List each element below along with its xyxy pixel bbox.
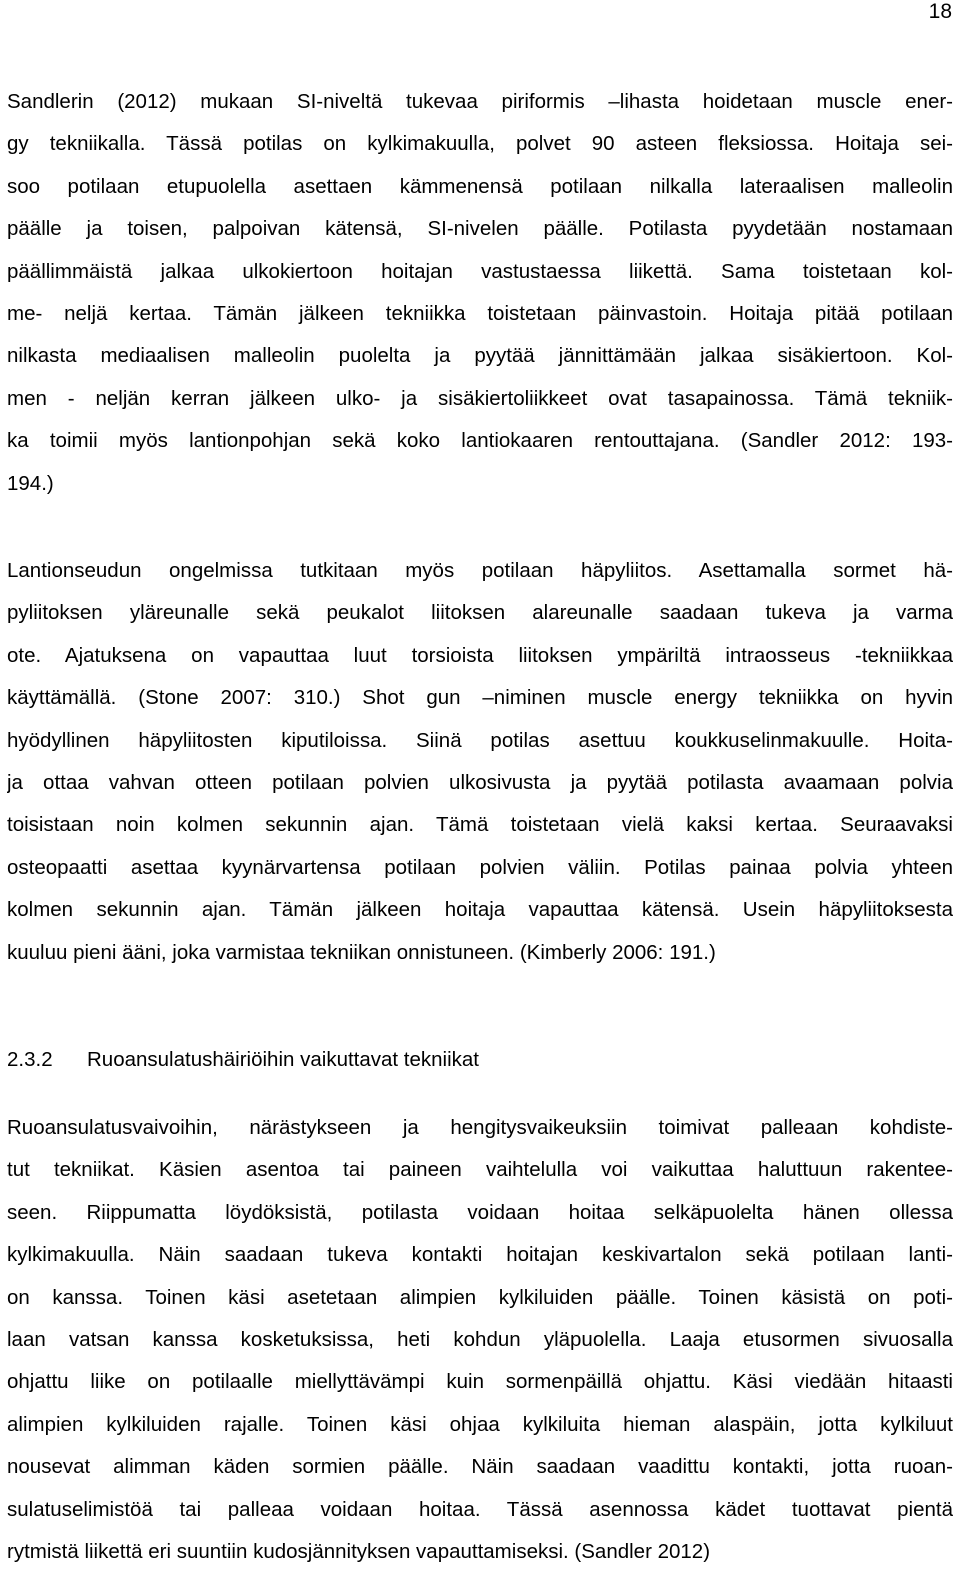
paragraph-piriformis xyxy=(7,81,953,505)
text-line: Lantionseudun ongelmissa tutkitaan myös potilaan häpyliitos. Asettamalla sormet hä- xyxy=(7,559,953,582)
text-line: ohjattu liike on potilaalle miellyttävämpi kuin sormenpäillä ohjattu. Käsi viedään hitaasti xyxy=(7,1370,953,1394)
text-line: rytmistä liikettä eri suuntiin kudosjännityksen vapauttamiseksi. (Sandler 2012) xyxy=(7,1540,711,1564)
text-line: 194.) xyxy=(7,471,54,495)
text-line: kuuluu pieni ääni, joka varmistaa tekniikan onnistuneen. (Kimberly 2006: 191.) xyxy=(7,940,716,964)
text-line: päälle ja toisen, palpoivan kätensä, SI-nivelen päälle. Potilasta pyydetään nostamaan xyxy=(7,217,953,241)
text-line: osteopaatti asettaa kyynärvartensa potilaan polvien väliin. Potilas painaa polvia yhteen xyxy=(7,855,953,879)
text-line: laan vatsan kanssa kosketuksissa, heti kohdun yläpuolella. Laaja etusormen sivuosalla xyxy=(7,1328,953,1352)
text-line: tut tekniikat. Käsien asentoa tai paineen vaihtelulla voi vaikuttaa haluttuun rakentee- xyxy=(7,1158,953,1182)
text-line: käyttämällä. (Stone 2007: 310.) Shot gun –niminen muscle energy tekniikka on hyvin xyxy=(7,686,953,710)
section-title: Ruoansulatushäiriöihin vaikuttavat tekniikat xyxy=(87,1048,480,1071)
text-line: nilkasta mediaalisen malleolin puolelta ja pyytää jännittämään jalkaa sisäkiertoon. Kol- xyxy=(7,344,953,368)
text-line: men - neljän kerran jälkeen ulko- ja sisäkiertoliikkeet ovat tasapainossa. Tämä tekniik- xyxy=(7,386,953,410)
text-line: me- neljä kertaa. Tämän jälkeen tekniikka toistetaan päinvastoin. Hoitaja pitää potilaan xyxy=(7,302,953,326)
page-number: 18 xyxy=(928,0,952,23)
text-line: päällimmäistä jalkaa ulkokiertoon hoitajan vastustaessa liikettä. Sama toistetaan kol- xyxy=(7,259,953,283)
text-line: toisistaan noin kolmen sekunnin ajan. Tämä toistetaan vielä kaksi kertaa. Seuraavaksi xyxy=(7,813,953,837)
section-number: 2.3.2 xyxy=(7,1048,53,1071)
section-heading xyxy=(7,1039,479,1081)
text-line: seen. Riippumatta löydöksistä, potilasta voidaan hoitaa selkäpuolelta hänen ollessa xyxy=(7,1200,953,1224)
text-line: hyödyllinen häpyliitosten kiputiloissa. Siinä potilas asettuu koukkuselinmakuulle. Hoita- xyxy=(7,728,953,752)
text-line: soo potilaan etupuolella asettaen kämmenensä potilaan nilkalla lateraalisen malleolin xyxy=(7,174,953,198)
text-line: Sandlerin (2012) mukaan SI-niveltä tukevaa piriformis –lihasta hoidetaan muscle ener- xyxy=(7,90,953,113)
text-line: sulatuselimistöä tai palleaa voidaan hoitaa. Tässä asennossa kädet tuottavat pientä xyxy=(7,1497,953,1521)
text-line: alimpien kylkiluiden rajalle. Toinen käsi ohjaa kylkiluita hieman alaspäin, jotta kylkiluut xyxy=(7,1412,953,1436)
text-line: ote. Ajatuksena on vapauttaa luut torsioista liitoksen ympäriltä intraosseus -tekniikkaa xyxy=(7,643,953,667)
text-line: ja ottaa vahvan otteen potilaan polvien ulkosivusta ja pyytää potilasta avaamaan polvia xyxy=(7,771,953,795)
text-line: nousevat alimman käden sormien päälle. Näin saadaan vaadittu kontakti, jotta ruoan- xyxy=(7,1455,953,1479)
text-line: gy tekniikalla. Tässä potilas on kylkimakuulla, polvet 90 asteen fleksiossa. Hoitaja sei- xyxy=(7,132,953,156)
paragraph-pubic-symphysis xyxy=(7,550,953,974)
text-line: ka toimii myös lantionpohjan sekä koko lantiokaaren rentouttajana. (Sandler 2012: 193- xyxy=(7,429,953,453)
paragraph-digestive-techniques xyxy=(7,1107,953,1573)
text-line: on kanssa. Toinen käsi asetetaan alimpien kylkiluiden päälle. Toinen käsistä on poti- xyxy=(7,1285,953,1309)
text-line: Ruoansulatusvaivoihin, närästykseen ja hengitysvaikeuksiin toimivat palleaan kohdiste- xyxy=(7,1116,953,1139)
text-line: kylkimakuulla. Näin saadaan tukeva kontakti hoitajan keskivartalon sekä potilaan lanti- xyxy=(7,1243,953,1267)
text-line: pyliitoksen yläreunalle sekä peukalot liitoksen alareunalle saadaan tukeva ja varma xyxy=(7,601,953,625)
text-line: kolmen sekunnin ajan. Tämän jälkeen hoitaja vapauttaa kätensä. Usein häpyliitoksesta xyxy=(7,898,953,922)
